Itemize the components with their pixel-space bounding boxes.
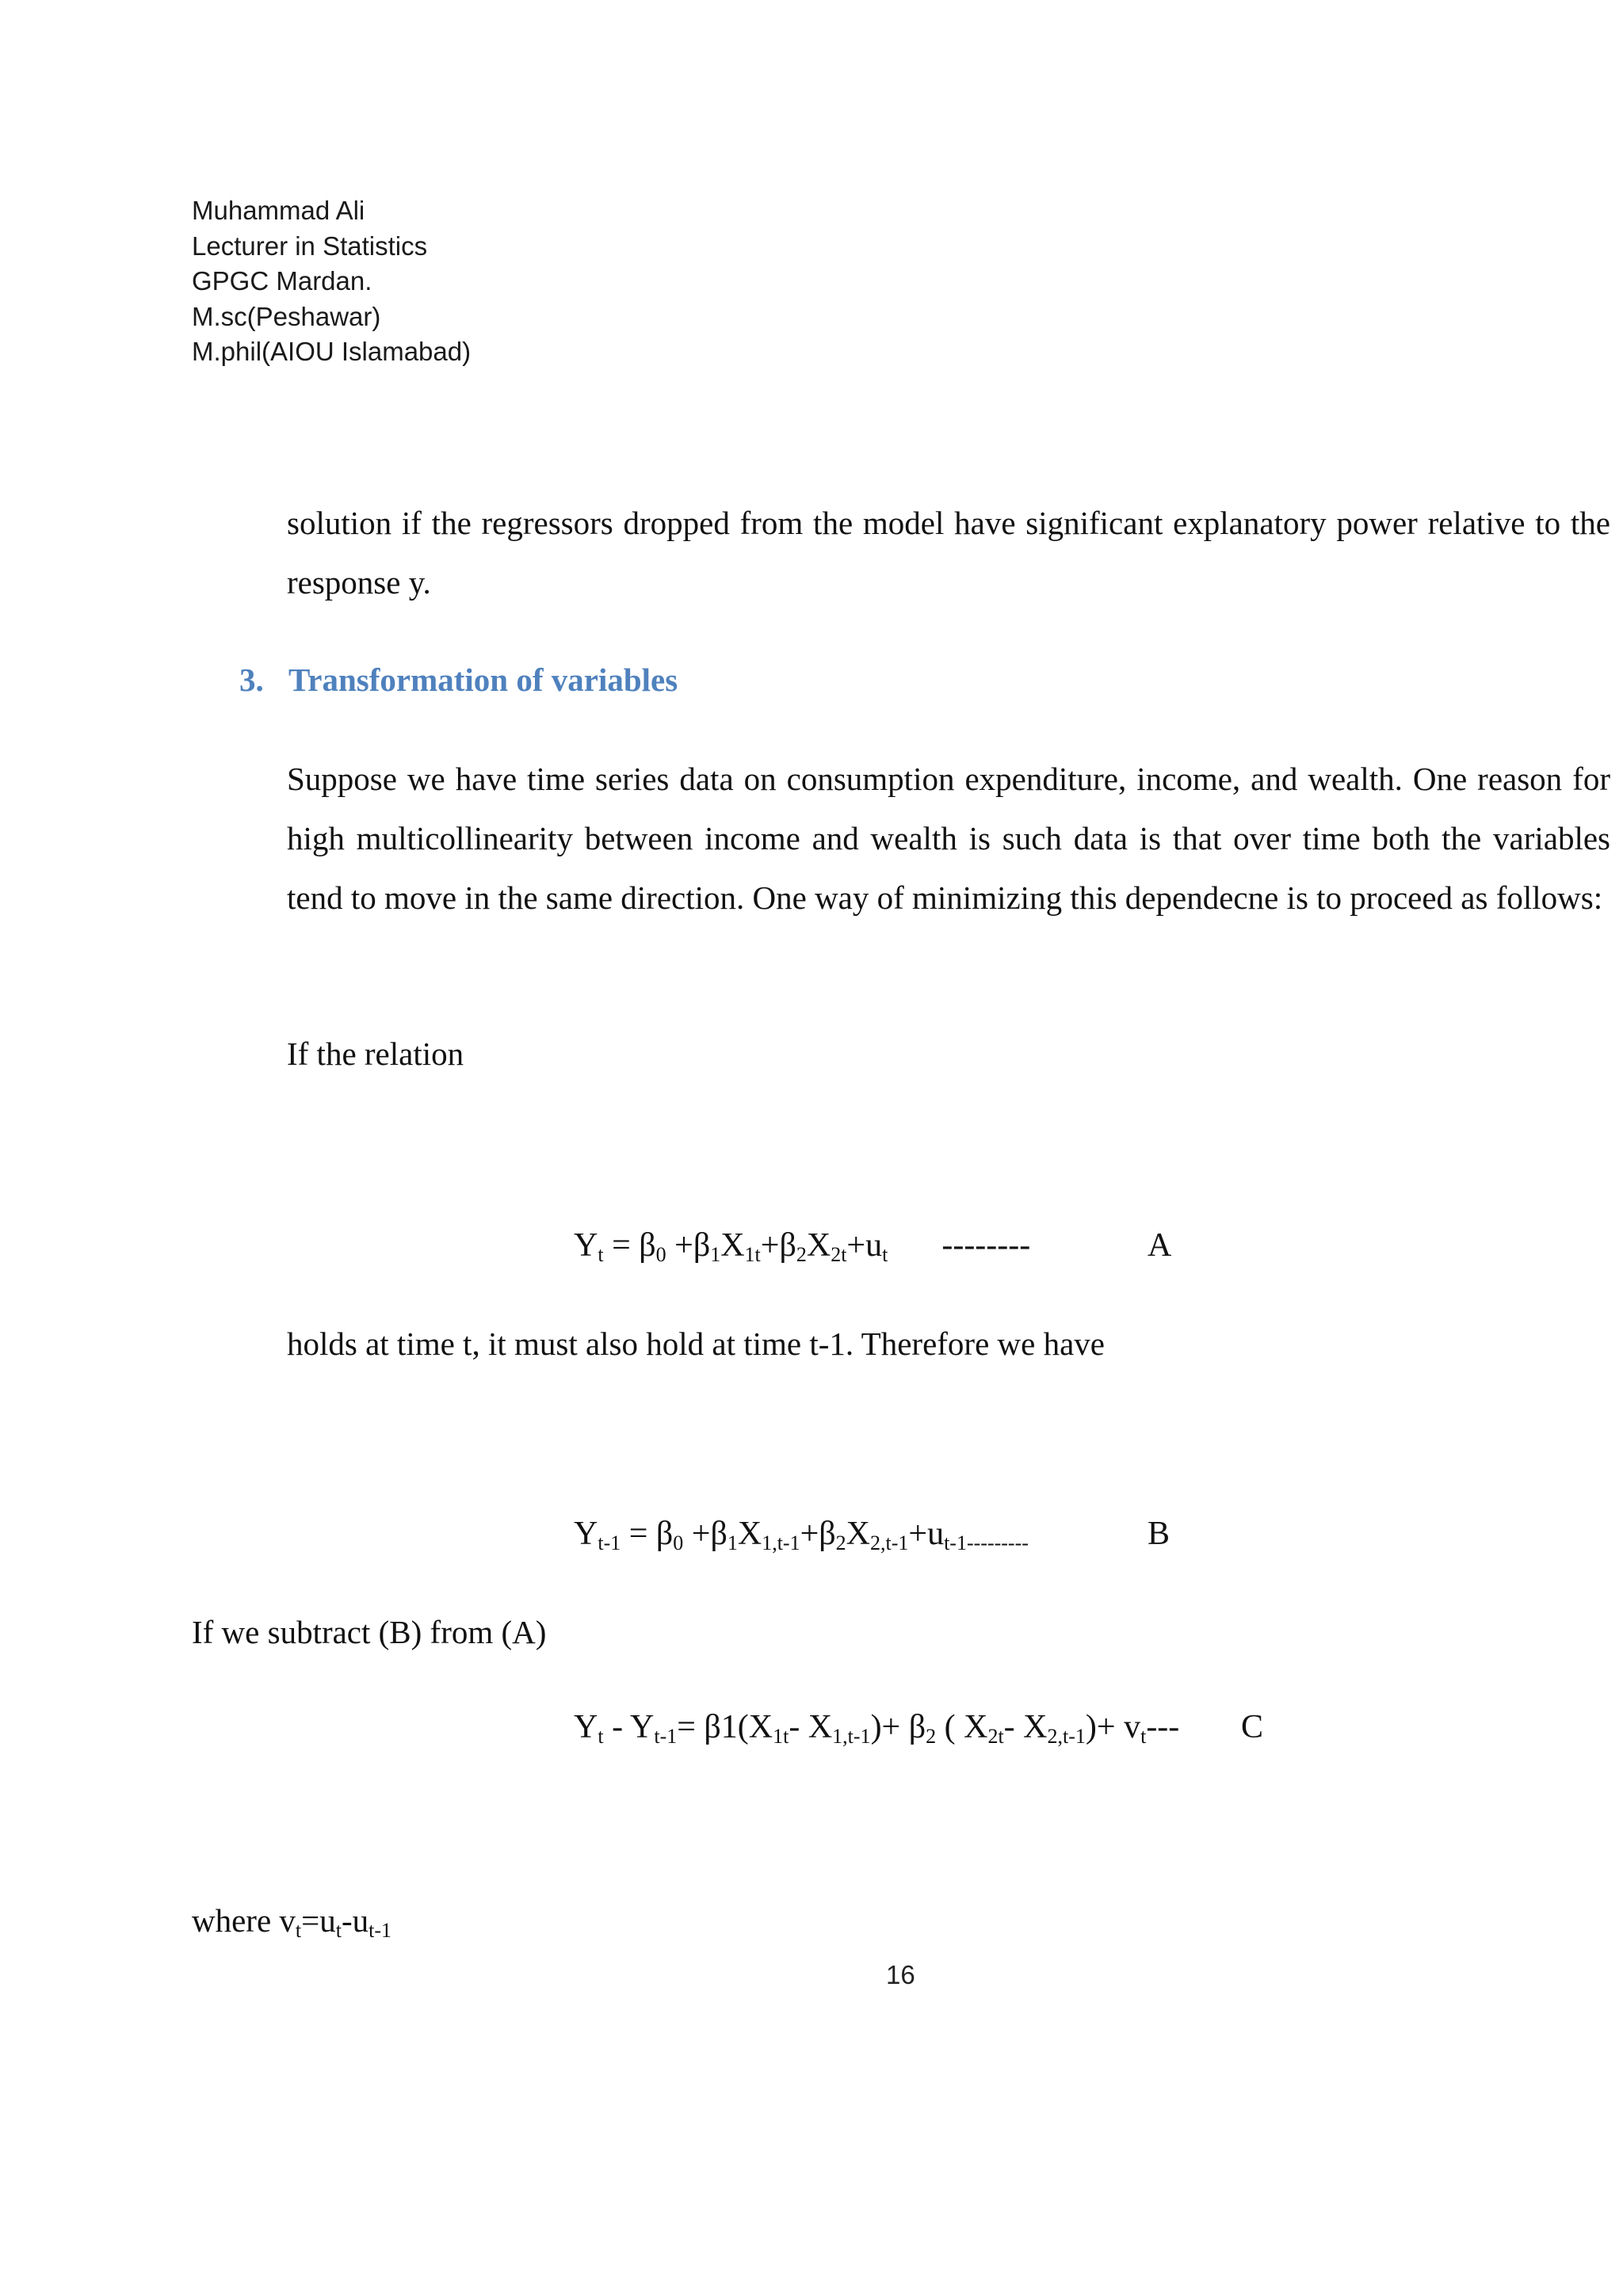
- equation-b: $Y_{t-1} = \beta_0 +\beta_1X_{1,t-1}+\beta_2X_{2,t-1}+u_{t-1}---------$: [574, 1516, 1029, 1554]
- author-header: [192, 193, 471, 370]
- where-definition: where $v_t=u_t-u_{t-1}$: [192, 1902, 392, 1942]
- subtract-text: If we subtract (B) from (A): [192, 1614, 547, 1650]
- section-title: Transformation of variables: [288, 662, 678, 698]
- equation-c-dashes: ---: [1146, 1709, 1180, 1745]
- equation-c-label: C: [1241, 1709, 1264, 1745]
- equation-a-dashes: --------: [941, 1227, 1031, 1264]
- section-heading: [239, 661, 678, 699]
- if-relation-text: If the relation: [287, 1035, 464, 1072]
- section-number: 3.: [239, 662, 264, 698]
- author-name: Muhammad Ali: [192, 196, 365, 225]
- holds-text: holds at time t, it must also hold at time t-1. Therefore we have: [287, 1325, 1105, 1362]
- page-number: 16: [886, 1960, 915, 1989]
- author-position: Lecturer in Statistics: [192, 231, 428, 261]
- author-institution: GPGC Mardan.: [192, 266, 372, 296]
- intro-paragraph: Suppose we have time series data on consumption expenditure, income, and wealth. One reason for high multicollinearity between income and wealth is such data is that over time both the variables tend to move in the same direction. One way of minimizing this dependecne is to proceed as follows:: [287, 761, 1610, 916]
- author-degree-mphil: M.phil(AIOU Islamabad): [192, 337, 472, 366]
- equation-c: $Y_t - Y_{t-1}= \beta 1(X_{1t}-$ $X_{1,t-1})+ \beta_2$ ( $X_{2t}-$ $X_{2,t-1})+ v_t---$: [574, 1709, 1180, 1748]
- equation-a-label: A: [1148, 1227, 1172, 1264]
- continuation-paragraph: solution if the regressors dropped from the model have significant explanatory power relative to the response y.: [287, 505, 1610, 601]
- equation-a: $Y_t = \beta_0 +\beta_1X_{1t}+\beta_2X_{2t}+u_t$ --------: [574, 1227, 1031, 1266]
- author-degree-msc: M.sc(Peshawar): [192, 301, 381, 331]
- equation-b-label: B: [1148, 1516, 1170, 1552]
- equation-b-dashes: ---------: [966, 1531, 1029, 1554]
